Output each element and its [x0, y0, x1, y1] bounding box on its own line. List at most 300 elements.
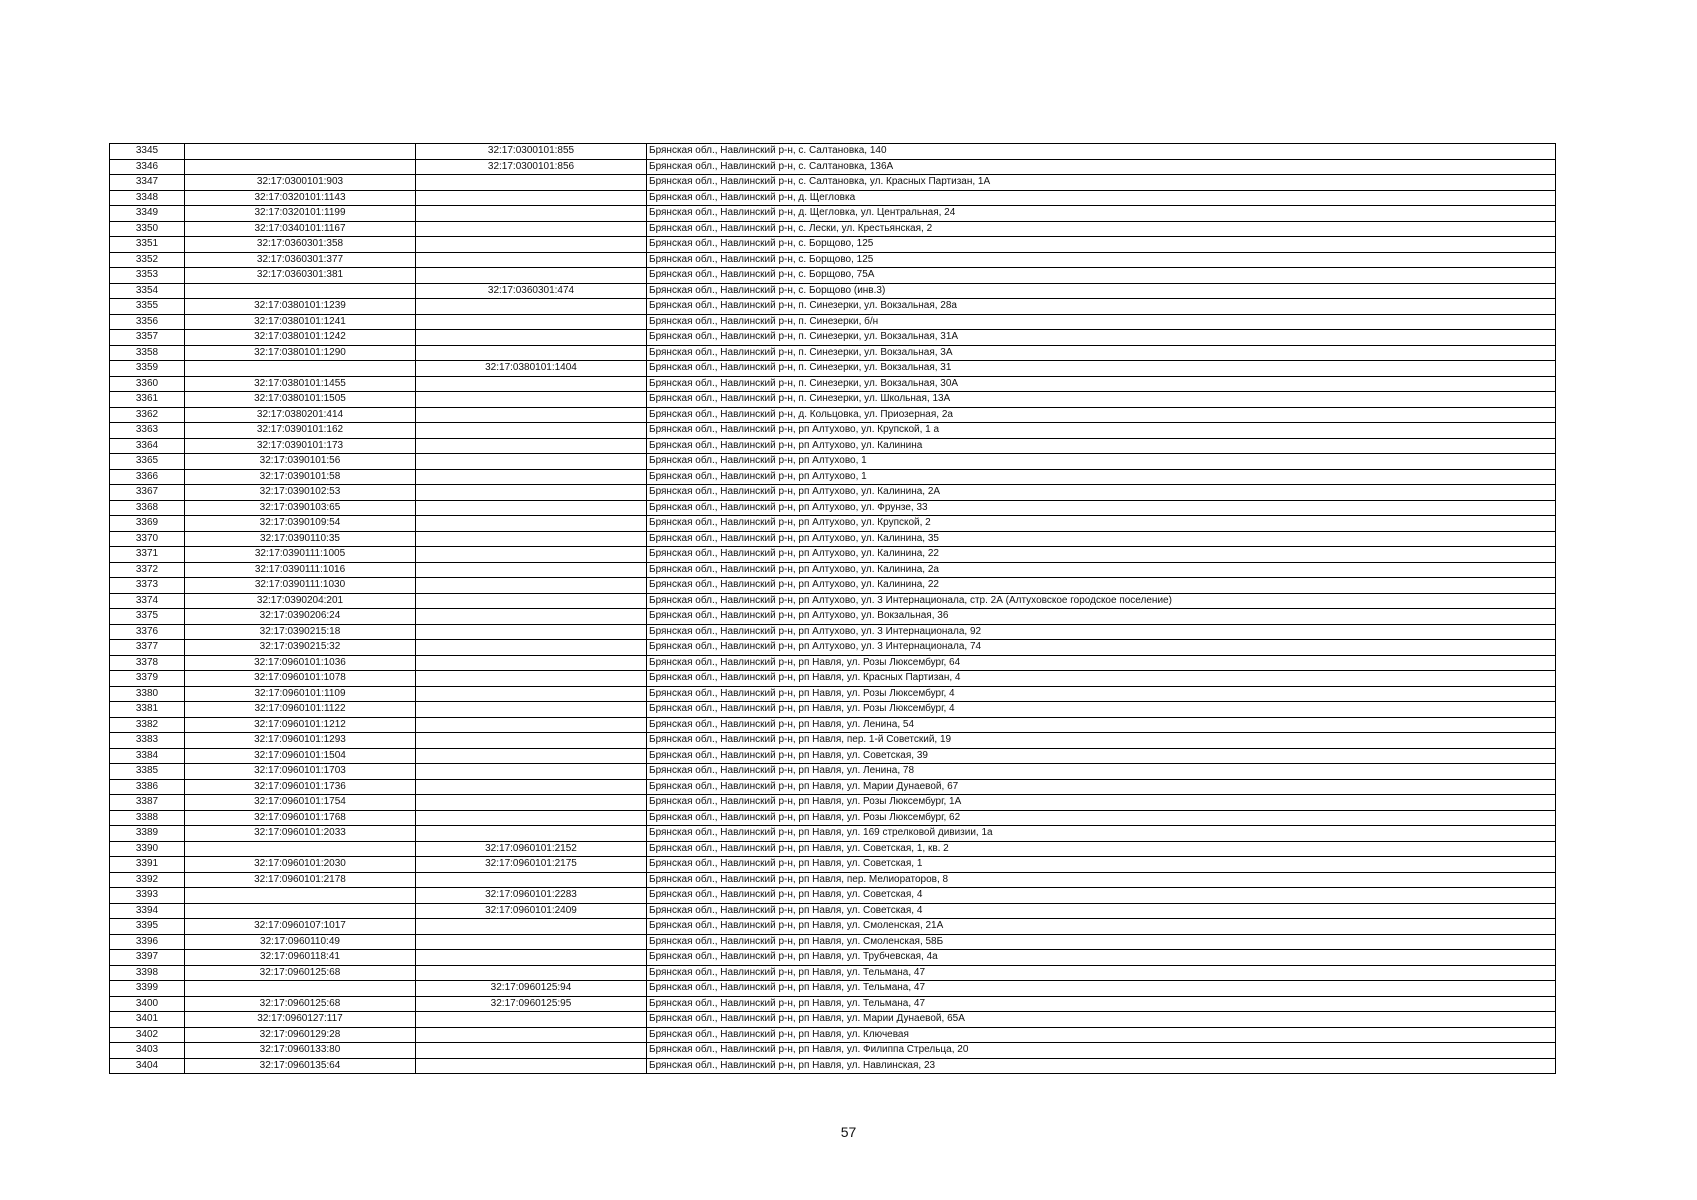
- cadastral-number-cell: 32:17:0390103:65: [185, 500, 416, 516]
- cadastral-number-cell: 32:17:0300101:903: [185, 175, 416, 191]
- related-cadastral-number-cell: [416, 1012, 647, 1028]
- row-number-cell: 3353: [110, 268, 185, 284]
- address-cell: Брянская обл., Навлинский р-н, рп Навля, ул. Смоленская, 21А: [647, 919, 1556, 935]
- address-cell: Брянская обл., Навлинский р-н, д. Щегловка, ул. Центральная, 24: [647, 206, 1556, 222]
- related-cadastral-number-cell: [416, 392, 647, 408]
- table-row: [110, 795, 1556, 811]
- row-number-cell: 3367: [110, 485, 185, 501]
- row-number-cell: 3374: [110, 593, 185, 609]
- table-row: [110, 624, 1556, 640]
- row-number-cell: 3376: [110, 624, 185, 640]
- related-cadastral-number-cell: [416, 206, 647, 222]
- row-number-cell: 3381: [110, 702, 185, 718]
- table-row: [110, 531, 1556, 547]
- row-number-cell: 3396: [110, 934, 185, 950]
- row-number-cell: 3403: [110, 1043, 185, 1059]
- row-number-cell: 3346: [110, 159, 185, 175]
- cadastral-number-cell: [185, 841, 416, 857]
- related-cadastral-number-cell: [416, 190, 647, 206]
- address-cell: Брянская обл., Навлинский р-н, п. Синезерки, ул. Вокзальная, 28а: [647, 299, 1556, 315]
- table-row: [110, 733, 1556, 749]
- related-cadastral-number-cell: [416, 702, 647, 718]
- row-number-cell: 3380: [110, 686, 185, 702]
- table-row: [110, 1012, 1556, 1028]
- address-cell: Брянская обл., Навлинский р-н, рп Навля, ул. Марии Дунаевой, 67: [647, 779, 1556, 795]
- related-cadastral-number-cell: [416, 531, 647, 547]
- cadastral-number-cell: 32:17:0960110:49: [185, 934, 416, 950]
- row-number-cell: 3369: [110, 516, 185, 532]
- address-cell: Брянская обл., Навлинский р-н, с. Салтановка, 136А: [647, 159, 1556, 175]
- table-row: [110, 299, 1556, 315]
- row-number-cell: 3400: [110, 996, 185, 1012]
- table-row: [110, 888, 1556, 904]
- related-cadastral-number-cell: [416, 1027, 647, 1043]
- table-row: [110, 841, 1556, 857]
- related-cadastral-number-cell: [416, 330, 647, 346]
- related-cadastral-number-cell: [416, 175, 647, 191]
- cadastral-number-cell: 32:17:0960101:1109: [185, 686, 416, 702]
- related-cadastral-number-cell: [416, 810, 647, 826]
- related-cadastral-number-cell: 32:17:0300101:855: [416, 144, 647, 160]
- table-row: [110, 175, 1556, 191]
- related-cadastral-number-cell: [416, 934, 647, 950]
- address-cell: Брянская обл., Навлинский р-н, рп Алтухово, ул. Калинина, 2А: [647, 485, 1556, 501]
- row-number-cell: 3364: [110, 438, 185, 454]
- related-cadastral-number-cell: [416, 872, 647, 888]
- cadastral-number-cell: 32:17:0390109:54: [185, 516, 416, 532]
- table-row: [110, 361, 1556, 377]
- table-row: [110, 1058, 1556, 1074]
- cadastral-number-cell: 32:17:0960118:41: [185, 950, 416, 966]
- table-row: [110, 376, 1556, 392]
- cadastral-number-cell: 32:17:0960101:2178: [185, 872, 416, 888]
- table-row: [110, 578, 1556, 594]
- address-cell: Брянская обл., Навлинский р-н, д. Кольцовка, ул. Приозерная, 2а: [647, 407, 1556, 423]
- related-cadastral-number-cell: 32:17:0960101:2152: [416, 841, 647, 857]
- row-number-cell: 3370: [110, 531, 185, 547]
- cadastral-number-cell: 32:17:0960135:64: [185, 1058, 416, 1074]
- address-cell: Брянская обл., Навлинский р-н, рп Навля, ул. Марии Дунаевой, 65А: [647, 1012, 1556, 1028]
- cadastral-number-cell: 32:17:0960101:1036: [185, 655, 416, 671]
- related-cadastral-number-cell: [416, 407, 647, 423]
- address-cell: Брянская обл., Навлинский р-н, рп Навля, ул. 169 стрелковой дивизии, 1а: [647, 826, 1556, 842]
- row-number-cell: 3404: [110, 1058, 185, 1074]
- cadastral-number-cell: 32:17:0960101:1768: [185, 810, 416, 826]
- row-number-cell: 3358: [110, 345, 185, 361]
- cadastral-number-cell: [185, 144, 416, 160]
- row-number-cell: 3393: [110, 888, 185, 904]
- related-cadastral-number-cell: [416, 733, 647, 749]
- table-row: [110, 655, 1556, 671]
- cadastral-number-cell: 32:17:0320101:1143: [185, 190, 416, 206]
- cadastral-number-cell: 32:17:0390110:35: [185, 531, 416, 547]
- table-row: [110, 748, 1556, 764]
- related-cadastral-number-cell: [416, 562, 647, 578]
- address-cell: Брянская обл., Навлинский р-н, рп Навля, ул. Навлинская, 23: [647, 1058, 1556, 1074]
- table-row: [110, 469, 1556, 485]
- cadastral-number-cell: 32:17:0960101:1293: [185, 733, 416, 749]
- address-cell: Брянская обл., Навлинский р-н, с. Борщово, 125: [647, 237, 1556, 253]
- table-row: [110, 826, 1556, 842]
- related-cadastral-number-cell: [416, 686, 647, 702]
- address-cell: Брянская обл., Навлинский р-н, рп Навля, ул. Розы Люксембург, 64: [647, 655, 1556, 671]
- row-number-cell: 3363: [110, 423, 185, 439]
- cadastral-number-cell: 32:17:0390101:173: [185, 438, 416, 454]
- related-cadastral-number-cell: [416, 469, 647, 485]
- related-cadastral-number-cell: 32:17:0960101:2175: [416, 857, 647, 873]
- related-cadastral-number-cell: [416, 268, 647, 284]
- related-cadastral-number-cell: [416, 314, 647, 330]
- table-row: [110, 547, 1556, 563]
- cadastral-number-cell: [185, 361, 416, 377]
- related-cadastral-number-cell: [416, 252, 647, 268]
- row-number-cell: 3349: [110, 206, 185, 222]
- table-row: [110, 857, 1556, 873]
- address-cell: Брянская обл., Навлинский р-н, рп Алтухово, ул. 3 Интернационала, стр. 2А (Алтуховское городское поселение): [647, 593, 1556, 609]
- table-row: [110, 609, 1556, 625]
- table-row: [110, 144, 1556, 160]
- table-row: [110, 221, 1556, 237]
- table-row: [110, 934, 1556, 950]
- row-number-cell: 3390: [110, 841, 185, 857]
- related-cadastral-number-cell: 32:17:0960101:2409: [416, 903, 647, 919]
- row-number-cell: 3395: [110, 919, 185, 935]
- cadastral-number-cell: 32:17:0380201:414: [185, 407, 416, 423]
- address-cell: Брянская обл., Навлинский р-н, рп Навля, ул. Смоленская, 58Б: [647, 934, 1556, 950]
- cadastral-number-cell: 32:17:0960101:1703: [185, 764, 416, 780]
- cadastral-number-cell: 32:17:0390101:58: [185, 469, 416, 485]
- table-row: [110, 1043, 1556, 1059]
- cadastral-number-cell: 32:17:0960101:1736: [185, 779, 416, 795]
- cadastral-number-cell: [185, 903, 416, 919]
- row-number-cell: 3351: [110, 237, 185, 253]
- related-cadastral-number-cell: [416, 547, 647, 563]
- table-row: [110, 965, 1556, 981]
- row-number-cell: 3359: [110, 361, 185, 377]
- row-number-cell: 3402: [110, 1027, 185, 1043]
- table-row: [110, 1027, 1556, 1043]
- related-cadastral-number-cell: [416, 578, 647, 594]
- address-cell: Брянская обл., Навлинский р-н, рп Алтухово, 1: [647, 469, 1556, 485]
- related-cadastral-number-cell: 32:17:0300101:856: [416, 159, 647, 175]
- table-row: [110, 919, 1556, 935]
- related-cadastral-number-cell: [416, 1058, 647, 1074]
- row-number-cell: 3387: [110, 795, 185, 811]
- cadastral-number-cell: 32:17:0380101:1455: [185, 376, 416, 392]
- related-cadastral-number-cell: [416, 748, 647, 764]
- row-number-cell: 3388: [110, 810, 185, 826]
- address-cell: Брянская обл., Навлинский р-н, рп Алтухово, ул. Вокзальная, 36: [647, 609, 1556, 625]
- address-cell: Брянская обл., Навлинский р-н, рп Навля, ул. Трубчевская, 4а: [647, 950, 1556, 966]
- table-row: [110, 423, 1556, 439]
- table-row: [110, 159, 1556, 175]
- row-number-cell: 3372: [110, 562, 185, 578]
- row-number-cell: 3382: [110, 717, 185, 733]
- cadastral-number-cell: 32:17:0320101:1199: [185, 206, 416, 222]
- related-cadastral-number-cell: [416, 423, 647, 439]
- address-cell: Брянская обл., Навлинский р-н, рп Алтухово, ул. Калинина, 2а: [647, 562, 1556, 578]
- address-cell: Брянская обл., Навлинский р-н, с. Борщово (инв.3): [647, 283, 1556, 299]
- related-cadastral-number-cell: [416, 237, 647, 253]
- cadastral-number-cell: 32:17:0960107:1017: [185, 919, 416, 935]
- cadastral-number-cell: 32:17:0960101:1078: [185, 671, 416, 687]
- related-cadastral-number-cell: [416, 593, 647, 609]
- cadastral-number-cell: 32:17:0360301:377: [185, 252, 416, 268]
- table-row: [110, 438, 1556, 454]
- related-cadastral-number-cell: [416, 376, 647, 392]
- related-cadastral-number-cell: [416, 609, 647, 625]
- address-cell: Брянская обл., Навлинский р-н, рп Алтухово, 1: [647, 454, 1556, 470]
- cadastral-number-cell: [185, 159, 416, 175]
- row-number-cell: 3386: [110, 779, 185, 795]
- row-number-cell: 3357: [110, 330, 185, 346]
- address-cell: Брянская обл., Навлинский р-н, п. Синезерки, ул. Вокзальная, 30А: [647, 376, 1556, 392]
- row-number-cell: 3394: [110, 903, 185, 919]
- row-number-cell: 3347: [110, 175, 185, 191]
- row-number-cell: 3356: [110, 314, 185, 330]
- row-number-cell: 3362: [110, 407, 185, 423]
- row-number-cell: 3397: [110, 950, 185, 966]
- row-number-cell: 3377: [110, 640, 185, 656]
- cadastral-number-cell: 32:17:0960125:68: [185, 965, 416, 981]
- row-number-cell: 3383: [110, 733, 185, 749]
- table-row: [110, 996, 1556, 1012]
- related-cadastral-number-cell: [416, 779, 647, 795]
- table-row: [110, 206, 1556, 222]
- address-cell: Брянская обл., Навлинский р-н, рп Навля, ул. Розы Люксембург, 4: [647, 702, 1556, 718]
- cadastral-number-cell: 32:17:0390215:18: [185, 624, 416, 640]
- cadastral-number-cell: [185, 888, 416, 904]
- address-cell: Брянская обл., Навлинский р-н, рп Навля, ул. Филиппа Стрельца, 20: [647, 1043, 1556, 1059]
- cadastral-number-cell: 32:17:0380101:1239: [185, 299, 416, 315]
- related-cadastral-number-cell: [416, 516, 647, 532]
- related-cadastral-number-cell: [416, 919, 647, 935]
- table-row: [110, 764, 1556, 780]
- related-cadastral-number-cell: [416, 764, 647, 780]
- table-row: [110, 950, 1556, 966]
- address-cell: Брянская обл., Навлинский р-н, рп Навля, ул. Советская, 39: [647, 748, 1556, 764]
- row-number-cell: 3368: [110, 500, 185, 516]
- address-cell: Брянская обл., Навлинский р-н, рп Навля, ул. Советская, 1, кв. 2: [647, 841, 1556, 857]
- table-row: [110, 454, 1556, 470]
- related-cadastral-number-cell: [416, 624, 647, 640]
- address-cell: Брянская обл., Навлинский р-н, с. Салтановка, 140: [647, 144, 1556, 160]
- table-row: [110, 237, 1556, 253]
- address-cell: Брянская обл., Навлинский р-н, рп Навля, ул. Ленина, 78: [647, 764, 1556, 780]
- address-cell: Брянская обл., Навлинский р-н, рп Навля, ул. Тельмана, 47: [647, 965, 1556, 981]
- table-row: [110, 671, 1556, 687]
- cadastral-number-cell: 32:17:0960101:2030: [185, 857, 416, 873]
- cadastral-number-cell: 32:17:0390215:32: [185, 640, 416, 656]
- related-cadastral-number-cell: [416, 221, 647, 237]
- address-cell: Брянская обл., Навлинский р-н, с. Борщово, 125: [647, 252, 1556, 268]
- row-number-cell: 3389: [110, 826, 185, 842]
- related-cadastral-number-cell: [416, 965, 647, 981]
- table-row: [110, 640, 1556, 656]
- cadastral-number-cell: 32:17:0360301:358: [185, 237, 416, 253]
- table-row: [110, 268, 1556, 284]
- row-number-cell: 3348: [110, 190, 185, 206]
- address-cell: Брянская обл., Навлинский р-н, п. Синезерки, ул. Вокзальная, 3А: [647, 345, 1556, 361]
- cadastral-number-cell: 32:17:0390101:162: [185, 423, 416, 439]
- row-number-cell: 3350: [110, 221, 185, 237]
- table-row: [110, 516, 1556, 532]
- row-number-cell: 3361: [110, 392, 185, 408]
- cadastral-number-cell: 32:17:0380101:1505: [185, 392, 416, 408]
- cadastral-number-cell: [185, 981, 416, 997]
- table-row: [110, 779, 1556, 795]
- related-cadastral-number-cell: 32:17:0960125:95: [416, 996, 647, 1012]
- address-cell: Брянская обл., Навлинский р-н, рп Навля, ул. Розы Люксембург, 1А: [647, 795, 1556, 811]
- cadastral-number-cell: 32:17:0960125:68: [185, 996, 416, 1012]
- cadastral-number-cell: 32:17:0380101:1242: [185, 330, 416, 346]
- table-row: [110, 593, 1556, 609]
- address-cell: Брянская обл., Навлинский р-н, п. Синезерки, ул. Школьная, 13А: [647, 392, 1556, 408]
- address-cell: Брянская обл., Навлинский р-н, рп Алтухово, ул. Калинина, 22: [647, 547, 1556, 563]
- row-number-cell: 3352: [110, 252, 185, 268]
- address-cell: Брянская обл., Навлинский р-н, рп Алтухово, ул. Калинина: [647, 438, 1556, 454]
- related-cadastral-number-cell: [416, 345, 647, 361]
- address-cell: Брянская обл., Навлинский р-н, рп Навля, ул. Розы Люксембург, 62: [647, 810, 1556, 826]
- table-row: [110, 810, 1556, 826]
- page-number: 57: [840, 1124, 857, 1140]
- cadastral-number-cell: 32:17:0960101:2033: [185, 826, 416, 842]
- address-cell: Брянская обл., Навлинский р-н, рп Навля, ул. Тельмана, 47: [647, 981, 1556, 997]
- row-number-cell: 3391: [110, 857, 185, 873]
- address-cell: Брянская обл., Навлинский р-н, п. Синезерки, ул. Вокзальная, 31: [647, 361, 1556, 377]
- related-cadastral-number-cell: [416, 1043, 647, 1059]
- table-row: [110, 562, 1556, 578]
- row-number-cell: 3360: [110, 376, 185, 392]
- table-row: [110, 330, 1556, 346]
- address-cell: Брянская обл., Навлинский р-н, рп Навля, пер. 1-й Советский, 19: [647, 733, 1556, 749]
- address-cell: Брянская обл., Навлинский р-н, рп Навля, ул. Ленина, 54: [647, 717, 1556, 733]
- row-number-cell: 3399: [110, 981, 185, 997]
- cadastral-number-cell: 32:17:0390204:201: [185, 593, 416, 609]
- address-cell: Брянская обл., Навлинский р-н, рп Алтухово, ул. 3 Интернационала, 92: [647, 624, 1556, 640]
- address-cell: Брянская обл., Навлинский р-н, с. Салтановка, ул. Красных Партизан, 1А: [647, 175, 1556, 191]
- address-cell: Брянская обл., Навлинский р-н, рп Навля, ул. Тельмана, 47: [647, 996, 1556, 1012]
- cadastral-number-cell: 32:17:0960101:1504: [185, 748, 416, 764]
- related-cadastral-number-cell: [416, 454, 647, 470]
- cadastral-number-cell: 32:17:0360301:381: [185, 268, 416, 284]
- cadastral-number-cell: 32:17:0960101:1212: [185, 717, 416, 733]
- table-row: [110, 903, 1556, 919]
- table-row: [110, 485, 1556, 501]
- cadastral-number-cell: 32:17:0390206:24: [185, 609, 416, 625]
- property-table: [109, 143, 1556, 1074]
- row-number-cell: 3384: [110, 748, 185, 764]
- row-number-cell: 3345: [110, 144, 185, 160]
- table-row: [110, 283, 1556, 299]
- related-cadastral-number-cell: [416, 500, 647, 516]
- address-cell: Брянская обл., Навлинский р-н, рп Алтухово, ул. Калинина, 22: [647, 578, 1556, 594]
- cadastral-number-cell: 32:17:0380101:1241: [185, 314, 416, 330]
- address-cell: Брянская обл., Навлинский р-н, рп Навля, ул. Советская, 4: [647, 903, 1556, 919]
- related-cadastral-number-cell: [416, 795, 647, 811]
- cadastral-number-cell: 32:17:0390111:1016: [185, 562, 416, 578]
- related-cadastral-number-cell: [416, 299, 647, 315]
- address-cell: Брянская обл., Навлинский р-н, рп Алтухово, ул. 3 Интернационала, 74: [647, 640, 1556, 656]
- table-row: [110, 981, 1556, 997]
- address-cell: Брянская обл., Навлинский р-н, рп Алтухово, ул. Калинина, 35: [647, 531, 1556, 547]
- related-cadastral-number-cell: [416, 655, 647, 671]
- cadastral-number-cell: 32:17:0390101:56: [185, 454, 416, 470]
- row-number-cell: 3379: [110, 671, 185, 687]
- address-cell: Брянская обл., Навлинский р-н, п. Синезерки, б/н: [647, 314, 1556, 330]
- table-row: [110, 314, 1556, 330]
- table-row: [110, 252, 1556, 268]
- cadastral-number-cell: 32:17:0960101:1122: [185, 702, 416, 718]
- address-cell: Брянская обл., Навлинский р-н, рп Навля, ул. Розы Люксембург, 4: [647, 686, 1556, 702]
- address-cell: Брянская обл., Навлинский р-н, п. Синезерки, ул. Вокзальная, 31А: [647, 330, 1556, 346]
- address-cell: Брянская обл., Навлинский р-н, рп Навля, пер. Мелиораторов, 8: [647, 872, 1556, 888]
- row-number-cell: 3371: [110, 547, 185, 563]
- cadastral-number-cell: 32:17:0960101:1754: [185, 795, 416, 811]
- cadastral-number-cell: 32:17:0390102:53: [185, 485, 416, 501]
- related-cadastral-number-cell: [416, 640, 647, 656]
- row-number-cell: 3392: [110, 872, 185, 888]
- cadastral-number-cell: 32:17:0960133:80: [185, 1043, 416, 1059]
- related-cadastral-number-cell: 32:17:0360301:474: [416, 283, 647, 299]
- table-row: [110, 392, 1556, 408]
- cadastral-number-cell: 32:17:0390111:1005: [185, 547, 416, 563]
- row-number-cell: 3378: [110, 655, 185, 671]
- related-cadastral-number-cell: [416, 826, 647, 842]
- row-number-cell: 3385: [110, 764, 185, 780]
- address-cell: Брянская обл., Навлинский р-н, с. Борщово, 75А: [647, 268, 1556, 284]
- cadastral-number-cell: [185, 283, 416, 299]
- related-cadastral-number-cell: [416, 438, 647, 454]
- address-cell: Брянская обл., Навлинский р-н, рп Навля, ул. Ключевая: [647, 1027, 1556, 1043]
- related-cadastral-number-cell: 32:17:0960125:94: [416, 981, 647, 997]
- row-number-cell: 3365: [110, 454, 185, 470]
- cadastral-number-cell: 32:17:0390111:1030: [185, 578, 416, 594]
- row-number-cell: 3354: [110, 283, 185, 299]
- address-cell: Брянская обл., Навлинский р-н, рп Навля, ул. Советская, 1: [647, 857, 1556, 873]
- address-cell: Брянская обл., Навлинский р-н, д. Щегловка: [647, 190, 1556, 206]
- table-row: [110, 686, 1556, 702]
- table-row: [110, 500, 1556, 516]
- row-number-cell: 3398: [110, 965, 185, 981]
- related-cadastral-number-cell: 32:17:0960101:2283: [416, 888, 647, 904]
- table-row: [110, 190, 1556, 206]
- address-cell: Брянская обл., Навлинский р-н, с. Лески, ул. Крестьянская, 2: [647, 221, 1556, 237]
- row-number-cell: 3375: [110, 609, 185, 625]
- table-row: [110, 872, 1556, 888]
- row-number-cell: 3401: [110, 1012, 185, 1028]
- related-cadastral-number-cell: [416, 950, 647, 966]
- row-number-cell: 3373: [110, 578, 185, 594]
- table-row: [110, 407, 1556, 423]
- table-row: [110, 717, 1556, 733]
- related-cadastral-number-cell: [416, 485, 647, 501]
- cadastral-number-cell: 32:17:0960129:28: [185, 1027, 416, 1043]
- address-cell: Брянская обл., Навлинский р-н, рп Алтухово, ул. Фрунзе, 33: [647, 500, 1556, 516]
- row-number-cell: 3355: [110, 299, 185, 315]
- address-cell: Брянская обл., Навлинский р-н, рп Алтухово, ул. Крупской, 1 а: [647, 423, 1556, 439]
- cadastral-number-cell: 32:17:0380101:1290: [185, 345, 416, 361]
- related-cadastral-number-cell: [416, 717, 647, 733]
- table-row: [110, 702, 1556, 718]
- cadastral-number-cell: 32:17:0340101:1167: [185, 221, 416, 237]
- address-cell: Брянская обл., Навлинский р-н, рп Алтухово, ул. Крупской, 2: [647, 516, 1556, 532]
- cadastral-number-cell: 32:17:0960127:117: [185, 1012, 416, 1028]
- table-body: [110, 144, 1556, 1074]
- row-number-cell: 3366: [110, 469, 185, 485]
- related-cadastral-number-cell: 32:17:0380101:1404: [416, 361, 647, 377]
- address-cell: Брянская обл., Навлинский р-н, рп Навля, ул. Красных Партизан, 4: [647, 671, 1556, 687]
